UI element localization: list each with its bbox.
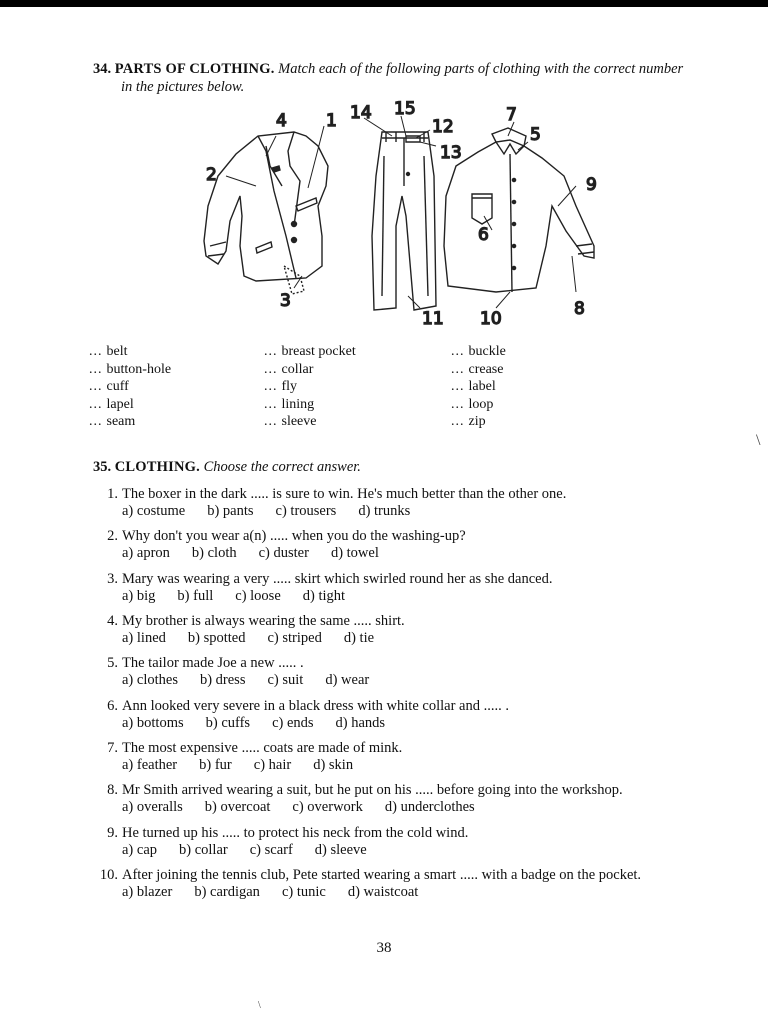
word-item: ... button-hole — [89, 361, 172, 377]
answer-option: b) pants — [207, 503, 254, 519]
question-number: 9. — [107, 825, 118, 841]
trousers-drawing — [372, 132, 436, 310]
answer-option: a) feather — [122, 757, 178, 773]
answer-options — [96, 757, 756, 774]
question-item — [96, 486, 756, 520]
word-item: ... sleeve — [264, 414, 317, 430]
figure-label: 5 — [530, 125, 541, 145]
figure-label: 1 — [326, 111, 337, 131]
word-item: ... lapel — [89, 396, 134, 412]
exercise-instruction-cont: in the pictures below. — [121, 79, 245, 95]
word-item: ... loop — [451, 396, 494, 412]
figure-label: 13 — [440, 143, 462, 163]
answer-option: a) lined — [122, 630, 166, 646]
figure-label: 9 — [586, 175, 597, 195]
exercise-34-title — [93, 60, 753, 96]
scan-mark: \ — [258, 1000, 261, 1011]
answer-option: b) dress — [199, 672, 246, 688]
answer-options — [96, 715, 756, 732]
word-item: ... breast pocket — [264, 344, 356, 359]
top-border — [0, 0, 768, 7]
question-text: Mary was wearing a very ..... skirt which swirled round her as she danced. — [122, 571, 553, 587]
answer-option: c) suit — [267, 672, 304, 688]
answer-options — [96, 842, 756, 859]
question-text: He turned up his ..... to protect his neck from the cold wind. — [122, 825, 469, 841]
word-item: ... fly — [264, 379, 298, 395]
question-number: 1. — [107, 486, 118, 502]
answer-option: c) hair — [253, 757, 292, 773]
word-item: ... lining — [264, 396, 315, 412]
question-number: 3. — [107, 571, 118, 587]
answer-option: b) overcoat — [204, 799, 271, 815]
answer-option: a) blazer — [122, 884, 173, 900]
figure-label: 15 — [394, 99, 416, 119]
question-item — [96, 571, 756, 605]
answer-options — [96, 799, 756, 816]
question-number: 7. — [107, 740, 118, 756]
question-text: The tailor made Joe a new ..... . — [122, 655, 304, 671]
clothing-illustration — [196, 96, 606, 326]
answer-option: a) costume — [122, 503, 186, 519]
question-item — [96, 740, 756, 774]
word-column-1 — [89, 343, 171, 431]
figure-label: 3 — [280, 291, 291, 311]
question-item — [96, 528, 756, 562]
answer-option: d) wear — [325, 672, 370, 688]
answer-option: c) scarf — [249, 842, 293, 858]
answer-options — [96, 588, 756, 605]
answer-option: c) loose — [235, 588, 281, 604]
question-text: My brother is always wearing the same ..... shirt. — [122, 613, 405, 629]
shirt-drawing — [444, 128, 594, 292]
figure-label: 12 — [432, 117, 454, 137]
answer-option: a) apron — [122, 545, 170, 561]
answer-option: a) clothes — [122, 672, 178, 688]
question-number: 4. — [107, 613, 118, 629]
word-item: ... collar — [264, 361, 314, 377]
answer-option: b) fur — [199, 757, 232, 773]
exercise-number: 35. — [93, 459, 112, 475]
question-text: The most expensive ..... coats are made of mink. — [122, 740, 403, 756]
word-item: ... zip — [451, 414, 486, 430]
answer-option: a) bottoms — [122, 715, 184, 731]
scan-mark: \ — [756, 432, 761, 449]
exercise-instruction: Choose the correct answer. — [203, 459, 361, 475]
exercise-number: 34. — [93, 61, 112, 77]
answer-option: b) collar — [179, 842, 228, 858]
exercise-heading: PARTS OF CLOTHING. — [114, 61, 275, 77]
word-item: ... crease — [451, 361, 504, 377]
question-number: 10. — [99, 867, 118, 883]
question-item — [96, 825, 756, 859]
question-number: 5. — [107, 655, 118, 671]
question-text: Ann looked very severe in a black dress with white collar and ..... . — [122, 698, 509, 714]
exercise-instruction: Match each of the following parts of clothing with the correct number — [278, 61, 684, 77]
answer-option: d) towel — [330, 545, 379, 561]
question-text: After joining the tennis club, Pete started wearing a smart ..... with a badge on the pocket. — [122, 867, 642, 883]
answer-options — [96, 630, 756, 647]
answer-option: a) big — [122, 588, 156, 604]
exercise-heading: CLOTHING. — [114, 459, 200, 475]
question-number: 2. — [107, 528, 118, 544]
figure-label: 2 — [206, 165, 217, 185]
answer-option: d) tight — [302, 588, 346, 604]
answer-option: d) waistcoat — [347, 884, 419, 900]
answer-options — [96, 545, 756, 562]
exercise-35-title — [93, 458, 361, 476]
answer-option: c) striped — [267, 630, 322, 646]
answer-options — [96, 503, 756, 520]
page-number: 38 — [376, 940, 392, 956]
figure-label: 8 — [574, 299, 585, 319]
answer-option: c) ends — [272, 715, 314, 731]
answer-option: b) cardigan — [194, 884, 260, 900]
word-item: ... seam — [89, 414, 136, 430]
jacket-drawing — [204, 132, 328, 294]
answer-options — [96, 884, 756, 901]
answer-option: b) cuffs — [205, 715, 251, 731]
answer-option: c) overwork — [292, 799, 363, 815]
answer-option: b) spotted — [187, 630, 246, 646]
answer-option: d) tie — [343, 630, 375, 646]
word-item: ... buckle — [451, 344, 506, 359]
figure-label: 7 — [506, 105, 517, 125]
answer-option: a) overalls — [122, 799, 183, 815]
word-item: ... label — [451, 379, 496, 395]
word-column-2 — [264, 343, 356, 431]
answer-option: d) underclothes — [384, 799, 475, 815]
answer-option: a) cap — [122, 842, 158, 858]
answer-option: d) hands — [335, 715, 386, 731]
question-text: The boxer in the dark ..... is sure to win. He's much better than the other one. — [122, 486, 567, 502]
answer-option: d) skin — [313, 757, 354, 773]
question-item — [96, 782, 756, 816]
figure-label: 10 — [480, 309, 502, 326]
answer-option: c) trousers — [275, 503, 337, 519]
figure-label: 6 — [478, 225, 489, 245]
word-column-3 — [451, 343, 506, 431]
question-number: 8. — [107, 782, 118, 798]
question-item — [96, 698, 756, 732]
answer-option: b) full — [177, 588, 214, 604]
word-item: ... cuff — [89, 379, 129, 395]
answer-option: d) trunks — [358, 503, 411, 519]
figure-label: 11 — [422, 309, 444, 326]
word-bank — [89, 343, 549, 435]
question-text: Mr Smith arrived wearing a suit, but he put on his ..... before going into the workshop. — [122, 782, 623, 798]
question-item — [96, 613, 756, 647]
question-item — [96, 867, 756, 901]
question-text: Why don't you wear a(n) ..... when you do the washing-up? — [122, 528, 466, 544]
question-number: 6. — [107, 698, 118, 714]
word-item: ... belt — [89, 344, 128, 359]
answer-option: c) duster — [258, 545, 309, 561]
question-item — [96, 655, 756, 689]
answer-option: d) sleeve — [314, 842, 367, 858]
answer-option: b) cloth — [191, 545, 237, 561]
answer-option: c) tunic — [281, 884, 326, 900]
figure-label: 4 — [276, 111, 287, 131]
figure-label: 14 — [350, 103, 372, 123]
answer-options — [96, 672, 756, 689]
